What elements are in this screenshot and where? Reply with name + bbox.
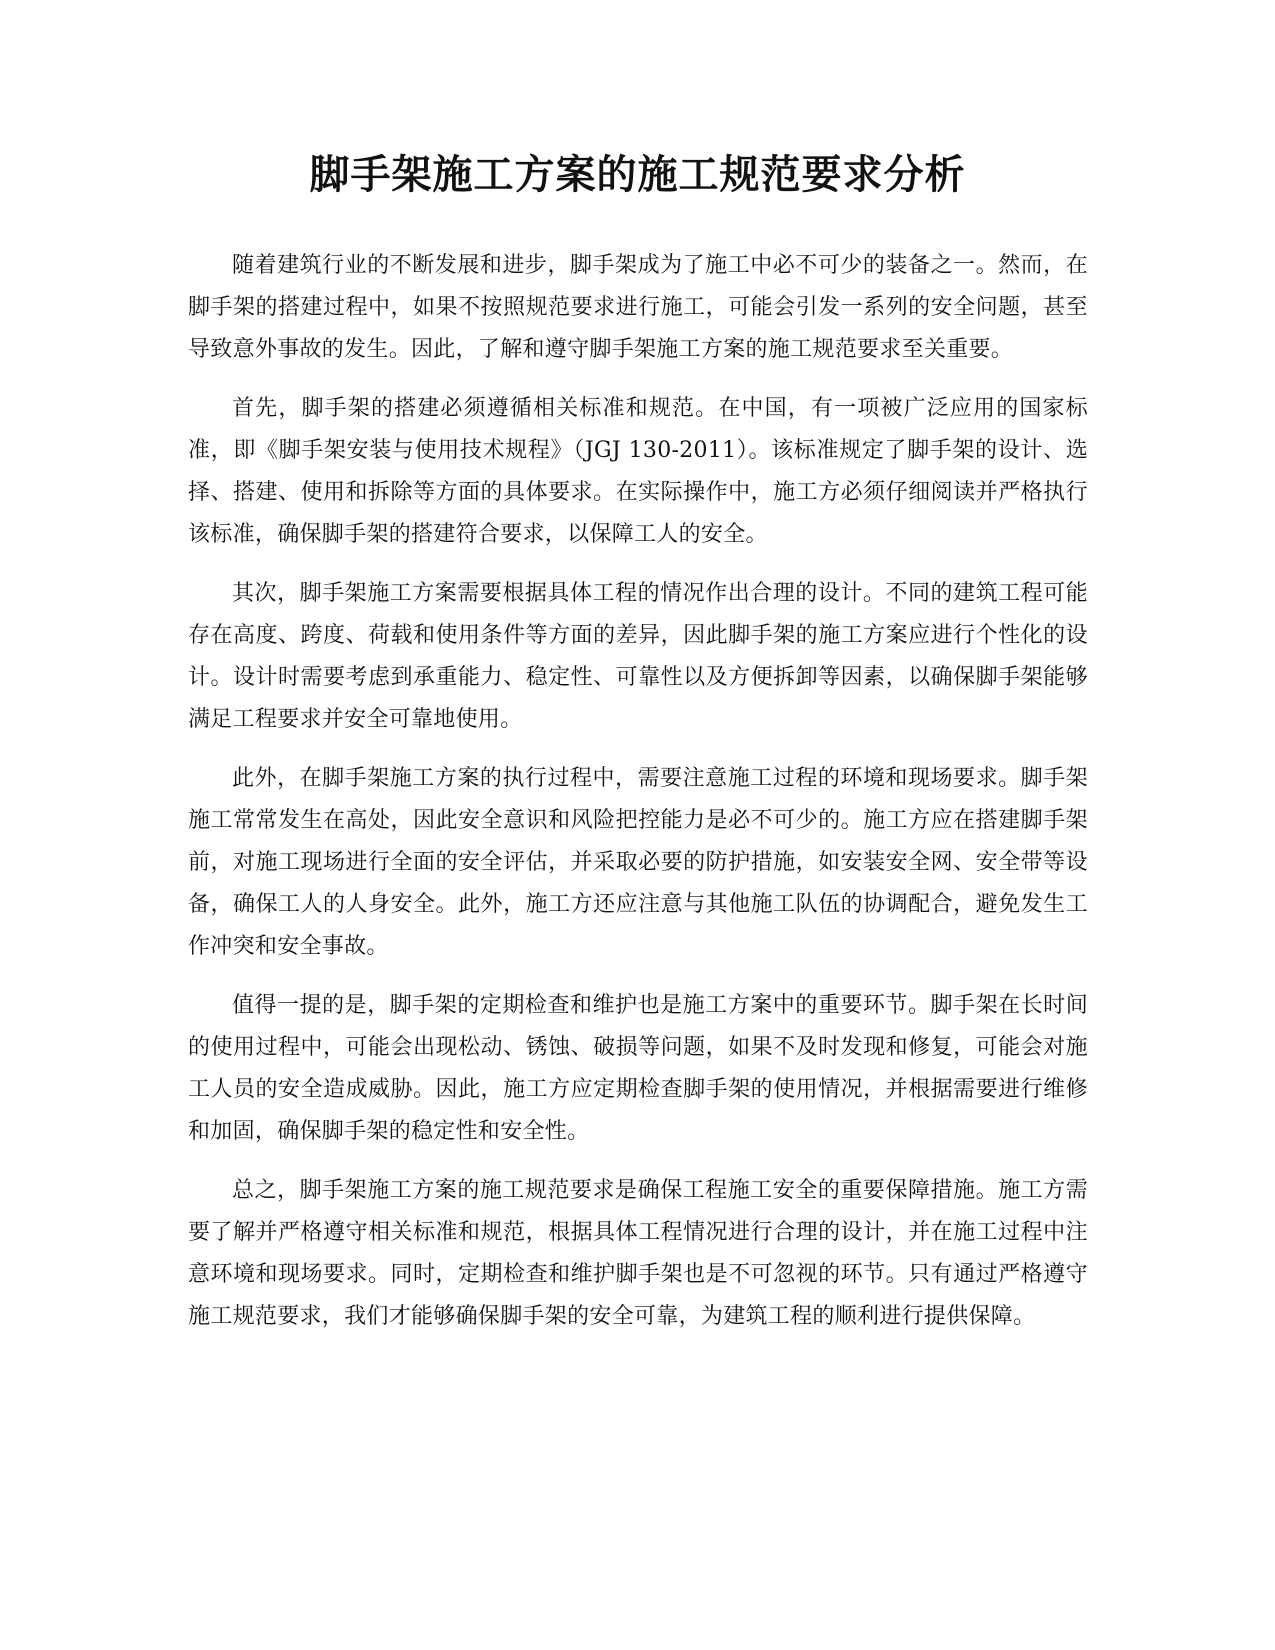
- paragraph-conclusion: 总之，脚手架施工方案的施工规范要求是确保工程施工安全的重要保障措施。施工方需要了解并严格遵守相关标准和规范，根据具体工程情况进行合理的设计，并在施工过程中注意环境和现场要求。同时，定期检查和维护脚手架也是不可忽视的环节。只有通过严格遵守施工规范要求，我们才能够确保脚手架的安全可靠，为建筑工程的顺利进行提供保障。: [188, 1178, 1088, 1329]
- paragraph-intro: 随着建筑行业的不断发展和进步，脚手架成为了施工中必不可少的装备之一。然而，在脚手架的搭建过程中，如果不按照规范要求进行施工，可能会引发一系列的安全问题，甚至导致意外事故的发生。因此，了解和遵守脚手架施工方案的施工规范要求至关重要。: [188, 253, 1088, 362]
- document-body: [188, 245, 1088, 1355]
- paragraph-site-requirements: 此外，在脚手架施工方案的执行过程中，需要注意施工过程的环境和现场要求。脚手架施工常常发生在高处，因此安全意识和风险把控能力是必不可少的。施工方应在搭建脚手架前，对施工现场进行全面的安全评估，并采取必要的防护措施，如安装安全网、安全带等设备，确保工人的人身安全。此外，施工方还应注意与其他施工队伍的协调配合，避免发生工作冲突和安全事故。: [188, 766, 1088, 959]
- paragraph-inspection: 值得一提的是，脚手架的定期检查和维护也是施工方案中的重要环节。脚手架在长时间的使用过程中，可能会出现松动、锈蚀、破损等问题，如果不及时发现和修复，可能会对施工人员的安全造成威胁。因此，施工方应定期检查脚手架的使用情况，并根据需要进行维修和加固，确保脚手架的稳定性和安全性。: [188, 993, 1088, 1144]
- paragraph-standards: 首先，脚手架的搭建必须遵循相关标准和规范。在中国，有一项被广泛应用的国家标准，即《脚手架安装与使用技术规程》（JGJ 130-2011）。该标准规定了脚手架的设计、选择、搭建、使用和拆除等方面的具体要求。在实际操作中，施工方必须仔细阅读并严格执行该标准，确保脚手架的搭建符合要求，以保障工人的安全。: [188, 396, 1088, 547]
- paragraph-design: 其次，脚手架施工方案需要根据具体工程的情况作出合理的设计。不同的建筑工程可能存在高度、跨度、荷载和使用条件等方面的差异，因此脚手架的施工方案应进行个性化的设计。设计时需要考虑到承重能力、稳定性、可靠性以及方便拆卸等因素，以确保脚手架能够满足工程要求并安全可靠地使用。: [188, 581, 1088, 732]
- document-title: 脚手架施工方案的施工规范要求分析: [309, 152, 966, 198]
